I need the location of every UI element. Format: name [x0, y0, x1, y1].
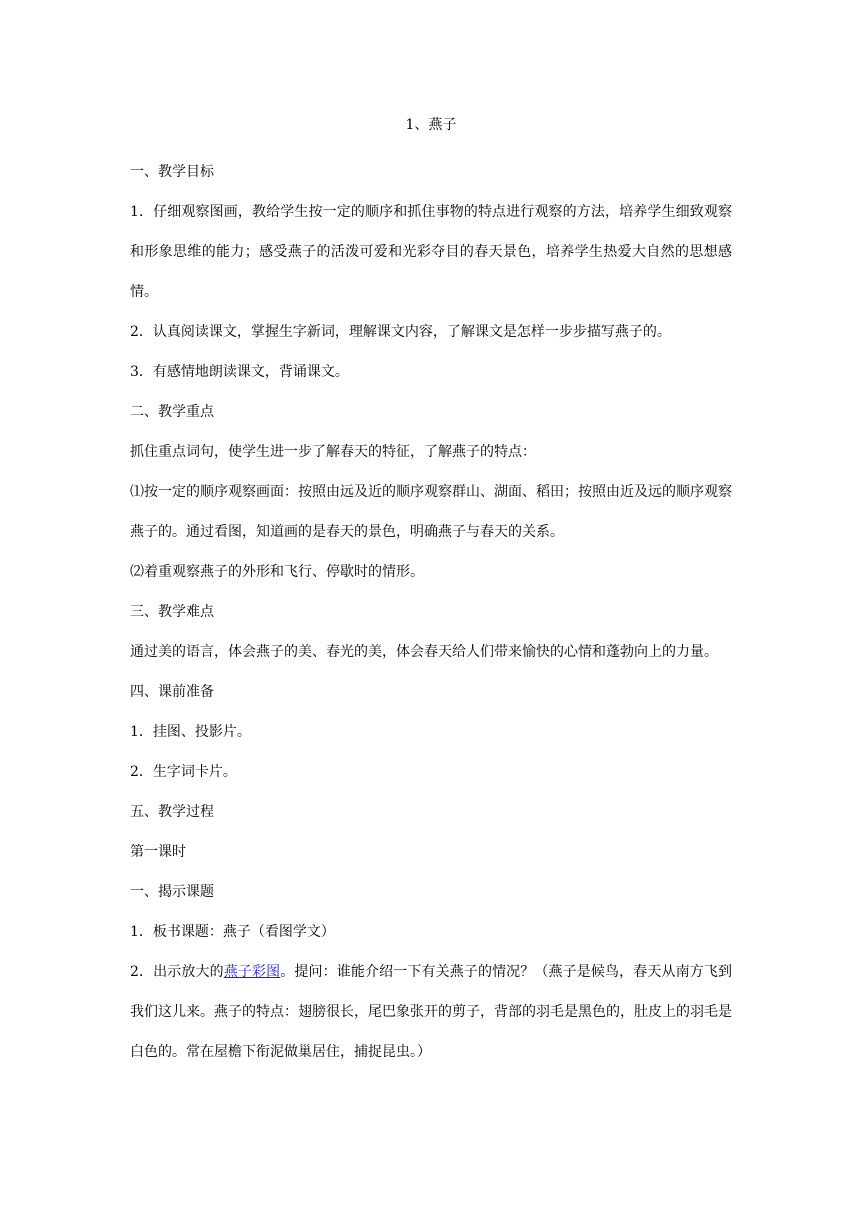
- document-page: [130, 112, 732, 1072]
- section-heading-objectives: 一、教学目标: [130, 164, 214, 180]
- swallow-picture-link[interactable]: 燕子彩图: [223, 964, 281, 980]
- section-heading-process: 五、教学过程: [130, 804, 214, 820]
- section-heading-difficulties: 三、教学难点: [130, 604, 214, 620]
- paragraph-difficulties: 通过美的语言，体会燕子的美、春光的美，体会春天给人们带来愉快的心情和蓬勃向上的力量。: [130, 644, 718, 660]
- lesson-period-heading: 第一课时: [130, 844, 186, 860]
- section-heading-preparation: 四、课前准备: [130, 684, 214, 700]
- paragraph-key-point-2: ⑵着重观察燕子的外形和飞行、停歇时的情形。: [130, 564, 424, 580]
- paragraph-step-2-before: 2．出示放大的: [130, 964, 224, 980]
- paragraph-preparation-2: 2．生字词卡片。: [130, 764, 237, 780]
- paragraph-step-1: 1．板书课题：燕子（看图学文）: [130, 924, 335, 940]
- paragraph-step-2: [130, 952, 732, 1072]
- document-title: 1、燕子: [405, 117, 457, 133]
- paragraph-objective-2: 2．认真阅读课文，掌握生字新词，理解课文内容，了解课文是怎样一步步描写燕子的。: [130, 324, 671, 340]
- paragraph-key-points: 抓住重点词句，使学生进一步了解春天的特征，了解燕子的特点：: [130, 444, 536, 460]
- paragraph-key-point-1: ⑴按一定的顺序观察画面：按照由远及近的顺序观察群山、湖面、稻田；按照由近及远的顺序观察燕子的。通过看图，知道画的是春天的景色，明确燕子与春天的关系。: [130, 484, 732, 540]
- paragraph-step-2-after: 。提问：谁能介绍一下有关燕子的情况？（燕子是候鸟，春天从南方飞到我们这儿来。燕子的特点：翅膀很长，尾巴象张开的剪子，背部的羽毛是黑色的，肚皮上的羽毛是白色的。常在屋檐下衔泥做巢居住，捕捉昆虫。）: [130, 964, 732, 1060]
- paragraph-objective-1: 1．仔细观察图画，教给学生按一定的顺序和抓住事物的特点进行观察的方法，培养学生细致观察和形象思维的能力；感受燕子的活泼可爱和光彩夺目的春天景色，培养学生热爱大自然的思想感情。: [130, 204, 732, 300]
- paragraph-preparation-1: 1．挂图、投影片。: [130, 724, 251, 740]
- step-heading-reveal-topic: 一、揭示课题: [130, 884, 214, 900]
- paragraph-objective-3: 3．有感情地朗读课文，背诵课文。: [130, 364, 349, 380]
- section-heading-key-points: 二、教学重点: [130, 404, 214, 420]
